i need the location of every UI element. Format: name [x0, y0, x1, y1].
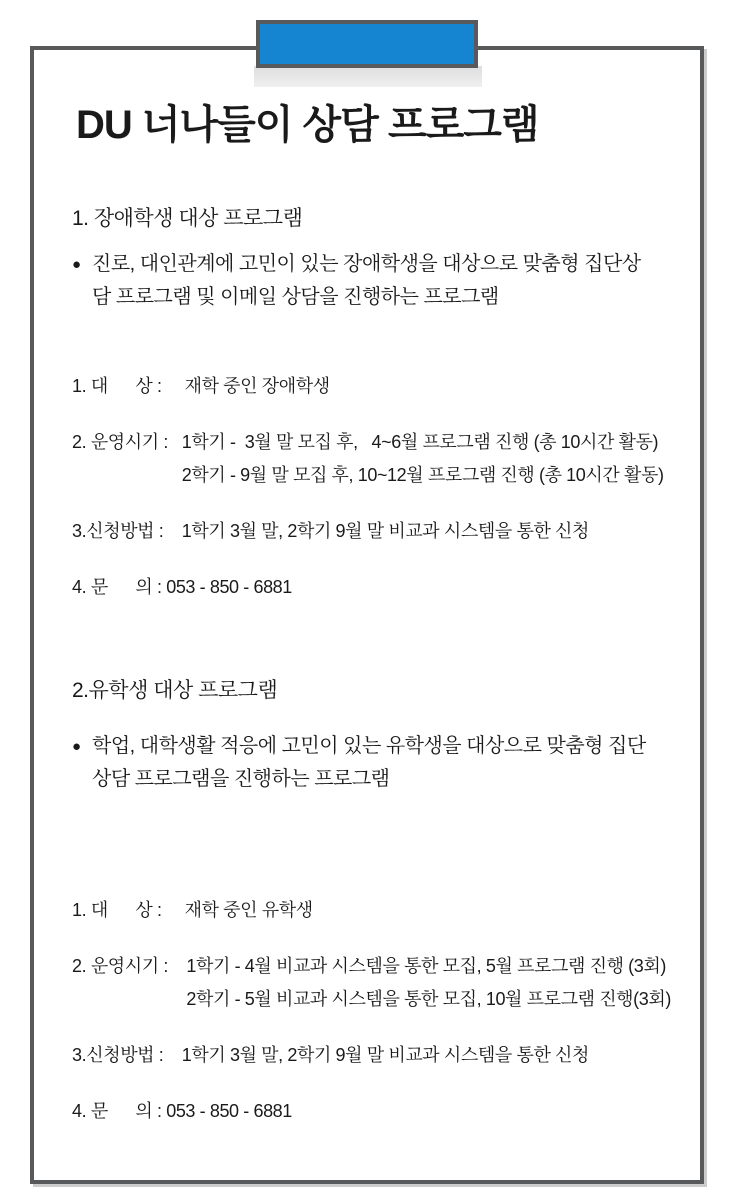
- detail-label: 3.신청방법 :: [72, 521, 182, 541]
- detail-label: 2. 운영시기 :: [72, 432, 182, 452]
- detail-value: [186, 950, 676, 1016]
- detail-row-schedule: [72, 426, 676, 492]
- detail-value: [182, 426, 676, 492]
- bullet-text: [92, 730, 646, 796]
- bullet-dot-icon: ●: [72, 256, 82, 273]
- bullet-text-line: 상담 프로그램을 진행하는 프로그램: [92, 768, 390, 790]
- detail-value: [166, 1095, 676, 1128]
- detail-value-line: 053 - 850 - 6881: [166, 577, 292, 597]
- detail-row-apply: [72, 515, 676, 548]
- bullet-item: [72, 248, 676, 314]
- detail-value-line: 재학 중인 유학생: [184, 900, 313, 920]
- card-content: [34, 99, 700, 1128]
- detail-value-line: 053 - 850 - 6881: [166, 1101, 292, 1121]
- section-international-students: [72, 678, 676, 1128]
- clip-tab: [256, 20, 478, 68]
- detail-value: [182, 515, 676, 548]
- detail-value: [166, 571, 676, 604]
- section-disabled-students: [72, 206, 676, 604]
- detail-value-line: 1학기 3월 말, 2학기 9월 말 비교과 시스템을 통한 신청: [181, 1045, 590, 1065]
- clip-tab-shadow: [254, 66, 482, 87]
- details-list: [72, 370, 676, 604]
- detail-row-schedule: [72, 950, 676, 1016]
- detail-label: 2. 운영시기 :: [72, 956, 187, 976]
- detail-row-contact: [72, 571, 676, 604]
- detail-value: [182, 1039, 676, 1072]
- detail-value-line: 1학기 - 3월 말 모집 후, 4~6월 프로그램 진행 (총 10시간 활동): [181, 432, 659, 452]
- section-heading: 2.유학생 대상 프로그램: [72, 679, 278, 702]
- detail-label: 3.신청방법 :: [72, 1045, 182, 1065]
- bullet-dot-icon: ●: [72, 738, 82, 755]
- page-title: DU 너나들이 상담 프로그램: [76, 103, 539, 147]
- bullet-item: [72, 730, 676, 796]
- detail-label: 1. 대 상 :: [72, 900, 185, 920]
- detail-row-target: [72, 370, 676, 403]
- section-heading: 1. 장애학생 대상 프로그램: [72, 207, 303, 230]
- detail-value-line: 1학기 3월 말, 2학기 9월 말 비교과 시스템을 통한 신청: [181, 521, 590, 541]
- detail-value: [185, 370, 676, 403]
- detail-label: 4. 문 의 :: [72, 577, 167, 597]
- detail-row-apply: [72, 1039, 676, 1072]
- detail-value-line: 2학기 - 5월 비교과 시스템을 통한 모집, 10월 프로그램 진행(3회): [186, 989, 671, 1009]
- detail-row-contact: [72, 1095, 676, 1128]
- bullet-text: [92, 248, 641, 314]
- detail-label: 4. 문 의 :: [72, 1101, 167, 1121]
- detail-value-line: 2학기 - 9월 말 모집 후, 10~12월 프로그램 진행 (총 10시간 활동): [181, 465, 664, 485]
- detail-value: [185, 894, 676, 927]
- bullet-text-line: 진로, 대인관계에 고민이 있는 장애학생을 대상으로 맞춤형 집단상: [92, 253, 641, 275]
- detail-value-line: 1학기 - 4월 비교과 시스템을 통한 모집, 5월 프로그램 진행 (3회): [186, 956, 666, 976]
- detail-value-line: 재학 중인 장애학생: [184, 376, 330, 396]
- bullet-text-line: 담 프로그램 및 이메일 상담을 진행하는 프로그램: [92, 286, 499, 308]
- detail-row-target: [72, 894, 676, 927]
- bullet-text-line: 학업, 대학생활 적응에 고민이 있는 유학생을 대상으로 맞춤형 집단: [92, 735, 646, 757]
- program-card: [30, 46, 704, 1184]
- detail-label: 1. 대 상 :: [72, 376, 185, 396]
- details-list: [72, 894, 676, 1128]
